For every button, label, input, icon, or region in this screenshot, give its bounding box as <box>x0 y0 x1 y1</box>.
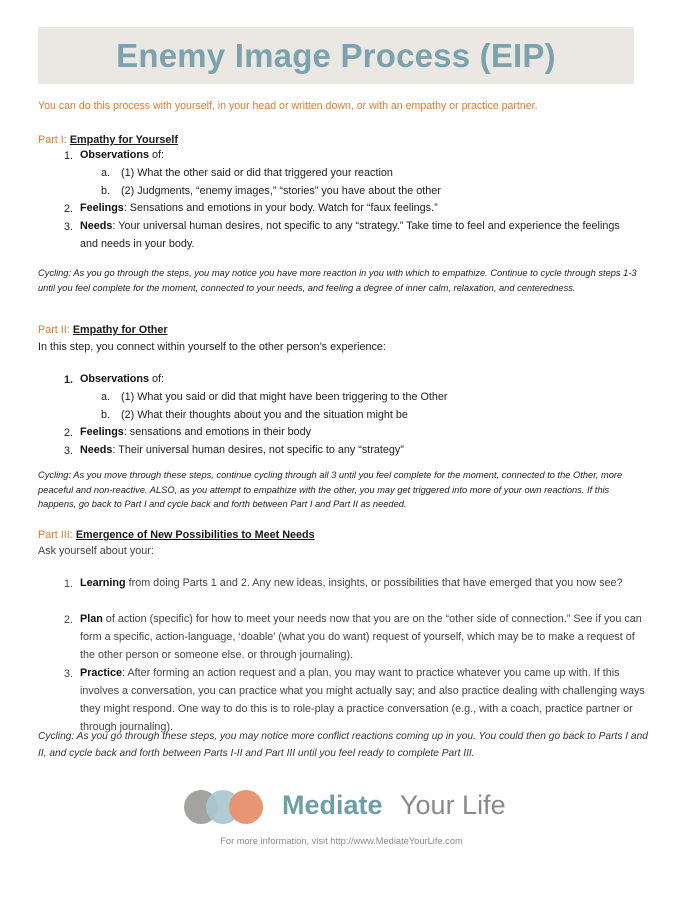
item-term: Feelings <box>80 202 124 214</box>
item-text: of: <box>149 373 165 385</box>
list-number: 1. <box>63 578 73 590</box>
item-term: Observations <box>80 373 150 385</box>
part2-title: Empathy for Other <box>72 324 168 336</box>
list-item <box>80 441 640 459</box>
list-number: 2. <box>63 614 73 626</box>
item-term: Feelings <box>80 426 124 438</box>
sub-letter: b. <box>100 185 110 197</box>
item-text: of: <box>149 149 165 161</box>
item-term: Plan <box>80 613 103 625</box>
list-number: 3. <box>63 668 73 680</box>
list-number: 3. <box>63 221 73 233</box>
part1-title: Empathy for Yourself <box>69 134 179 146</box>
sub-item: (2) Judgments, “enemy images,” “stories” you have about the other <box>121 185 441 197</box>
part2-heading <box>38 324 168 336</box>
title-band <box>38 27 634 84</box>
part3-label: Part III: <box>38 529 73 541</box>
item-text: of action (specific) for how to meet your needs now that you are on the “other side of connection.” See if you can form a specific, action-language, ‘doable’ (what you do want) request of yourself, which may be to make a request of the other person or someone else. or through journaling). <box>80 613 642 661</box>
list-number: 1. <box>63 374 73 386</box>
item-term: Observations <box>80 149 150 161</box>
item-text: : After forming an action request and a plan, you may want to practice whatever you came up with. If this involves a conversation, you can practice what you might actually say; and also practice dealing with challenging ways they might respond. One way to do this is to role-play a practice conversation (e.g., with a coach, practice partner or through journaling). <box>80 667 645 733</box>
list-item <box>80 370 640 388</box>
part3-intro: Ask yourself about your: <box>38 545 154 557</box>
item-term: Needs <box>80 220 113 232</box>
item-term: Needs <box>80 444 113 456</box>
part3-heading <box>38 529 315 541</box>
list-item <box>80 610 650 664</box>
part1-cycling-note: Cycling: As you go through the steps, you may notice you have more reaction in you with which to empathize. Continue to cycle through steps 1-3 until you feel complete for the moment, connected to your needs, and feeling a degree of inner calm, relaxation, and centeredness. <box>38 268 637 293</box>
intro-text: You can do this process with yourself, in your head or written down, or with an empathy or practice partner. <box>38 100 538 112</box>
list-item <box>80 146 640 164</box>
sub-item: (1) What the other said or did that triggered your reaction <box>121 167 393 179</box>
item-term: Learning <box>80 577 126 589</box>
logo-word-mediate: Mediate <box>282 790 383 820</box>
list-number: 2. <box>63 203 73 215</box>
list-number: 2. <box>63 427 73 439</box>
page-title: Enemy Image Process (EIP) <box>116 36 556 74</box>
part2-label: Part II: <box>38 324 70 336</box>
sub-item: (1) What you said or did that might have been triggering to the Other <box>121 391 448 403</box>
part3-title: Emergence of New Possibilities to Meet Needs <box>75 529 315 541</box>
part3-cycling-note: Cycling: As you go through these steps, you may notice more conflict reactions coming up in you. You could then go back to Parts I and II, and cycle back and forth between Parts I-II and Part III until you feel ready to complete Part III. <box>38 731 648 759</box>
list-item <box>80 423 640 441</box>
list-item <box>80 217 635 253</box>
sub-letter: b. <box>100 409 110 421</box>
item-text: : sensations and emotions in their body <box>123 426 312 438</box>
sub-item: (2) What their thoughts about you and the situation might be <box>121 409 408 421</box>
mediate-your-life-logo <box>184 790 524 826</box>
item-text: : Your universal human desires, not specific to any “strategy.” Take time to feel and experience the feelings and needs in your body. <box>80 220 620 250</box>
item-text: : Sensations and emotions in your body. Watch for “faux feelings.” <box>123 202 438 214</box>
list-item <box>80 574 640 592</box>
part1-label: Part I: <box>38 134 67 146</box>
item-term: Practice <box>80 667 123 679</box>
part2-cycling-note: Cycling: As you move through these steps, continue cycling through all 3 until you feel complete for the moment, connected to the Other, more peaceful and non-reactive. ALSO, as you attempt to empathize with the other, you may get triggered into more of your own reactions. If this happens, go back to Part I and cycle back and forth between Part I and Part II as needed. <box>38 470 623 509</box>
list-item <box>80 199 640 217</box>
logo-word-your-life: Your Life <box>400 790 506 820</box>
part1-heading <box>38 134 178 146</box>
part2-intro: In this step, you connect within yourself to the other person’s experience: <box>38 341 386 353</box>
item-text: : Their universal human desires, not specific to any “strategy” <box>112 444 404 456</box>
list-item <box>80 664 650 736</box>
sub-letter: a. <box>100 167 110 179</box>
logo-circle-orange <box>229 790 263 824</box>
footer-info: For more information, visit http://www.MediateYourLife.com <box>220 836 463 846</box>
list-number: 1. <box>63 150 73 162</box>
list-number: 3. <box>63 445 73 457</box>
item-text: from doing Parts 1 and 2. Any new ideas, insights, or possibilities that have emerged that you now see? <box>125 577 623 589</box>
sub-letter: a. <box>100 391 110 403</box>
